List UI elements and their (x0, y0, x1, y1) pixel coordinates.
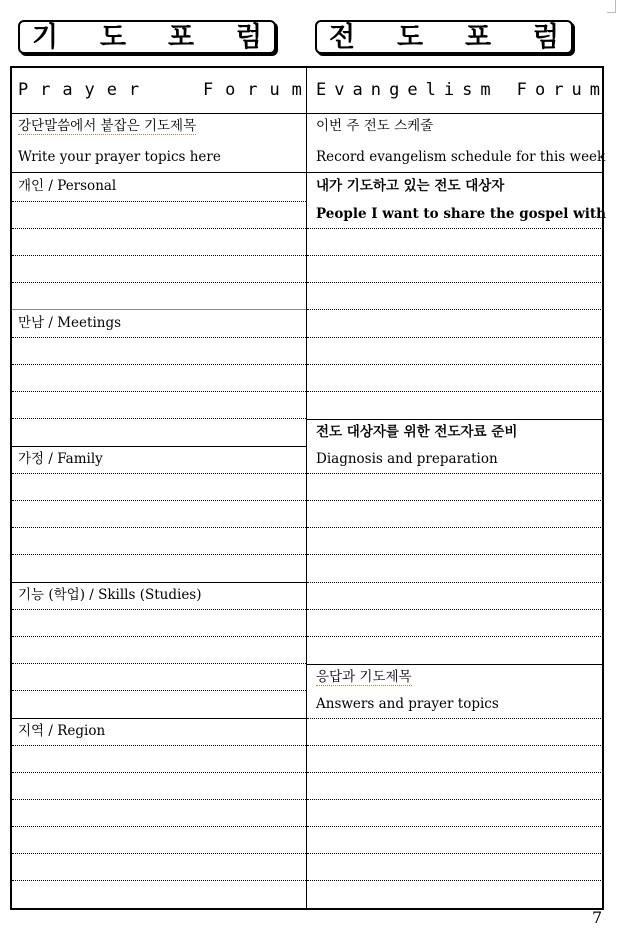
header-char: e (407, 80, 418, 100)
intro-rule (12, 172, 603, 173)
writing-line (12, 663, 306, 664)
column-divider (306, 66, 307, 910)
header-char: l (425, 80, 436, 100)
writing-line (307, 880, 603, 881)
writing-line (12, 799, 306, 800)
section-targets-english: People I want to share the gospel with (316, 206, 606, 222)
title-char: 포 (167, 21, 195, 53)
writing-line (12, 745, 306, 746)
writing-line (307, 853, 603, 854)
section-answers-korean-text: 응답과 기도제목 (316, 669, 412, 685)
writing-line (12, 636, 306, 637)
section-rule (12, 718, 306, 719)
prayer-intro-english: Write your prayer topics here (18, 149, 221, 165)
evangelism-intro-english: Record evangelism schedule for this week (316, 149, 606, 165)
writing-line (307, 826, 603, 827)
section-answers-korean (316, 671, 412, 685)
writing-line (12, 228, 306, 229)
writing-line (12, 853, 306, 854)
header-char: v (334, 80, 345, 100)
header-char: m (291, 80, 302, 100)
header-char: u (571, 80, 582, 100)
section-rule (307, 419, 603, 420)
title-char: 기 (32, 21, 59, 53)
evangelism-forum-title (315, 20, 573, 54)
prayer-forum-title (18, 20, 276, 54)
section-rule (307, 664, 603, 665)
writing-line (307, 228, 603, 229)
writing-line (12, 609, 306, 610)
writing-line (307, 337, 603, 338)
header-char: g (389, 80, 400, 100)
writing-line (307, 718, 603, 719)
writing-line (307, 609, 603, 610)
writing-line (307, 636, 603, 637)
title-char: 전 (329, 21, 356, 53)
section-answers-english: Answers and prayer topics (316, 696, 499, 712)
section-targets-korean: 내가 기도하고 있는 전도 대상자 (316, 178, 505, 194)
writing-line (307, 799, 603, 800)
prayer-intro-korean-text: 강단말씀에서 붙잡은 기도제목 (18, 118, 197, 134)
section-skills: 기능 (학업) / Skills (Studies) (18, 587, 202, 603)
writing-line (307, 527, 603, 528)
page-corner-mark (607, 0, 616, 13)
writing-line (307, 772, 603, 773)
header-char: r (40, 80, 51, 100)
header-char: P (18, 80, 29, 100)
header-char: m (480, 80, 491, 100)
title-char: 도 (396, 21, 424, 53)
writing-line (307, 282, 603, 283)
writing-line (12, 201, 306, 202)
header-gap (151, 82, 191, 99)
writing-line (12, 473, 306, 474)
header-char: a (62, 80, 73, 100)
header-char: e (106, 80, 117, 100)
writing-line (12, 255, 306, 256)
writing-line (12, 282, 306, 283)
writing-line (307, 391, 603, 392)
title-char: 럼 (235, 21, 262, 53)
header-char: i (443, 80, 455, 100)
writing-line (12, 880, 306, 881)
page-number: 7 (592, 908, 603, 927)
writing-line (307, 473, 603, 474)
writing-line (12, 772, 306, 773)
writing-line (12, 690, 306, 691)
writing-line (12, 337, 306, 338)
section-rule (12, 582, 306, 583)
writing-line (12, 554, 306, 555)
header-char: r (128, 80, 140, 100)
header-char: E (316, 80, 327, 100)
header-char: o (534, 80, 546, 100)
header-char: F (202, 80, 214, 100)
title-char: 도 (99, 21, 127, 53)
evangelism-forum-header (316, 82, 600, 99)
writing-line (12, 391, 306, 392)
header-char: r (247, 80, 258, 100)
writing-line (307, 745, 603, 746)
writing-line (307, 582, 603, 583)
writing-line (12, 527, 306, 528)
section-rule (12, 309, 306, 310)
header-char: r (553, 80, 564, 100)
header-char: o (225, 80, 236, 100)
header-char: m (589, 80, 600, 100)
writing-line (12, 364, 306, 365)
header-char: n (370, 80, 382, 100)
header-char: a (352, 80, 363, 100)
writing-line (307, 554, 603, 555)
header-char: y (84, 80, 95, 100)
section-meetings: 만남 / Meetings (18, 315, 122, 331)
section-region: 지역 / Region (18, 723, 106, 739)
writing-line (12, 826, 306, 827)
section-prep-korean: 전도 대상자를 위한 전도자료 준비 (316, 424, 518, 440)
writing-line (12, 500, 306, 501)
header-char: u (269, 80, 280, 100)
section-family: 가정 / Family (18, 451, 103, 467)
title-char: 럼 (532, 21, 559, 53)
writing-line (307, 309, 603, 310)
evangelism-intro-korean: 이번 주 전도 스케줄 (316, 118, 434, 134)
writing-line (307, 500, 603, 501)
writing-line (307, 364, 603, 365)
writing-line (12, 418, 306, 419)
writing-line (307, 255, 603, 256)
section-prep-english: Diagnosis and preparation (316, 451, 498, 467)
section-personal: 개인 / Personal (18, 178, 117, 194)
section-rule (12, 446, 306, 447)
prayer-intro-korean (18, 120, 196, 134)
title-char: 포 (464, 21, 492, 53)
header-char: F (516, 80, 527, 100)
header-gap (499, 82, 509, 99)
prayer-forum-header (18, 82, 302, 99)
header-rule (12, 113, 603, 114)
header-char: s (462, 80, 473, 100)
